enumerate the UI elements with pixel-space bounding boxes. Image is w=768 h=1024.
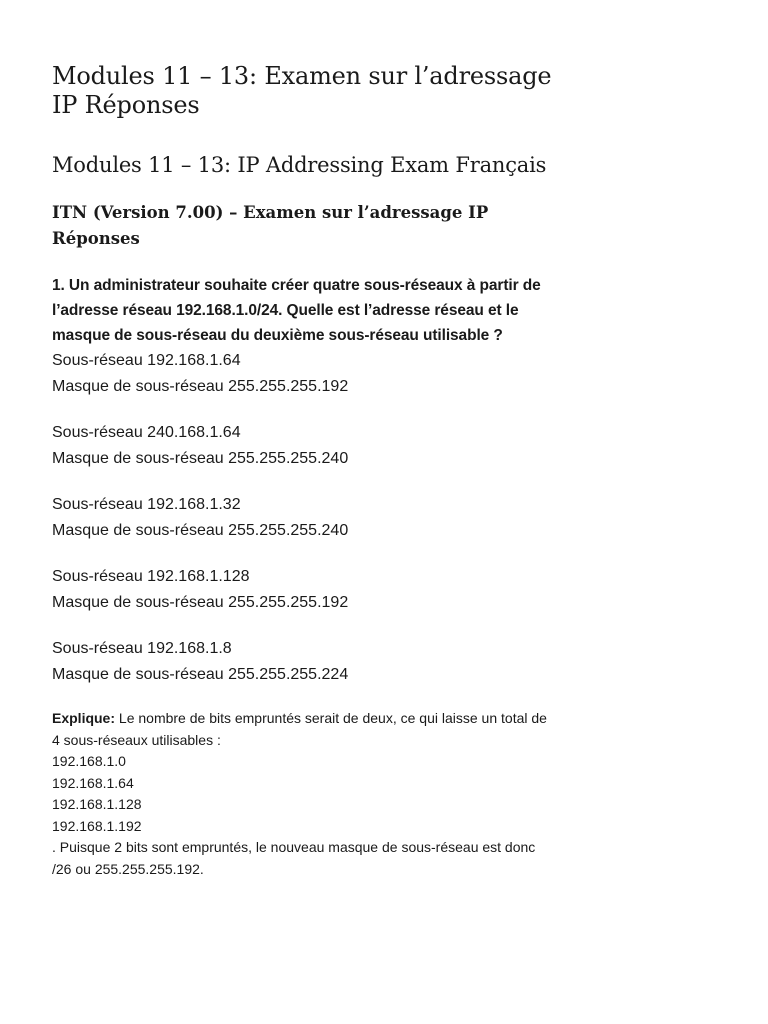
explanation-intro-text: Le nombre de bits empruntés serait de deux, ce qui laisse un total de 4 sous-réseaux utilisables : — [52, 710, 547, 748]
answer-option — [52, 564, 552, 615]
explanation-subnet: 192.168.1.192 — [52, 817, 142, 834]
answer-option — [52, 492, 552, 543]
answer-mask: Masque de sous-réseau 255.255.255.240 — [52, 449, 349, 467]
question-text: 1. Un administrateur souhaite créer quatre sous-réseaux à partir de l’adresse réseau 192.168.1.0/24. Quelle est l’adresse réseau et le masque de sous-réseau du deuxième sous-réseau utilisable ? — [52, 277, 541, 344]
answer-mask: Masque de sous-réseau 255.255.255.224 — [52, 665, 349, 683]
section-title: ITN (Version 7.00) – Examen sur l’adressage IP Réponses — [52, 203, 489, 248]
answer-subnet: Sous-réseau 192.168.1.128 — [52, 568, 250, 585]
answer-option — [52, 420, 552, 471]
answer-options — [52, 348, 552, 687]
document-page — [52, 62, 552, 880]
explanation-subnet: 192.168.1.64 — [52, 774, 134, 791]
explanation-label: Explique: — [52, 710, 116, 726]
explanation-block — [52, 708, 552, 880]
answer-subnet: Sous-réseau 192.168.1.8 — [52, 640, 232, 657]
answer-subnet: Sous-réseau 240.168.1.64 — [52, 424, 241, 441]
answer-option — [52, 348, 552, 399]
answer-mask: Masque de sous-réseau 255.255.255.192 — [52, 593, 349, 611]
page-title: Modules 11 – 13: Examen sur l’adressage IP Réponses — [52, 62, 552, 119]
page-subtitle: Modules 11 – 13: IP Addressing Exam Français — [52, 153, 547, 177]
answer-mask: Masque de sous-réseau 255.255.255.192 — [52, 377, 349, 395]
explanation-intro — [52, 708, 552, 751]
answer-subnet: Sous-réseau 192.168.1.64 — [52, 352, 241, 369]
answer-option — [52, 636, 552, 687]
answer-subnet: Sous-réseau 192.168.1.32 — [52, 496, 241, 513]
explanation-subnet: 192.168.1.0 — [52, 753, 126, 769]
explanation-subnet: 192.168.1.128 — [52, 796, 142, 812]
answer-mask: Masque de sous-réseau 255.255.255.240 — [52, 521, 349, 539]
explanation-conclusion: . Puisque 2 bits sont empruntés, le nouveau masque de sous-réseau est donc /26 ou 255.255.255.192. — [52, 839, 536, 877]
